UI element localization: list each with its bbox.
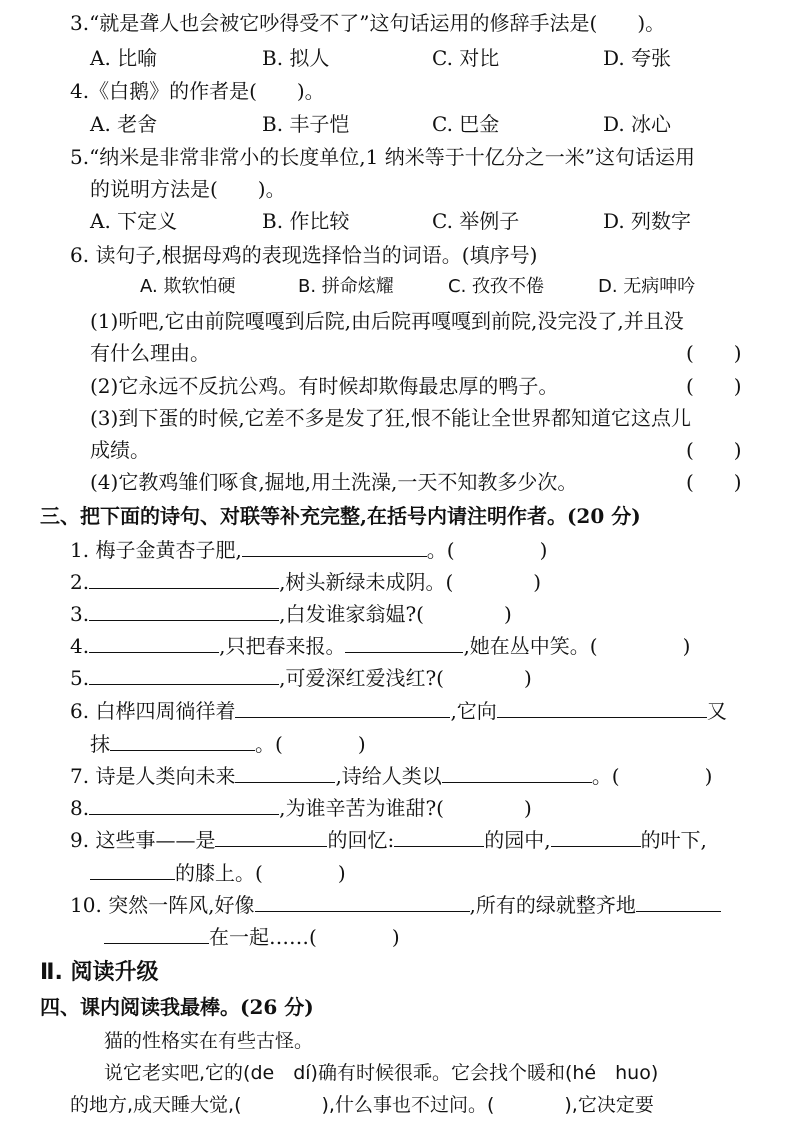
q6-sentence2: (2)它永远不反抗公鸡。有时候却欺侮最忠厚的鸭子。 [90, 374, 559, 398]
q6-answer2[interactable]: ( ) [686, 374, 742, 398]
para3-text-3: ),它决定要 [564, 1094, 654, 1116]
poem-1-close: ) [539, 538, 548, 562]
poem-3-num: 3. [70, 602, 90, 626]
poem-9-blank-2[interactable] [394, 826, 484, 847]
q6-choice-a: A. 欺软怕硬 [140, 276, 236, 297]
q6-choice-c: C. 孜孜不倦 [448, 276, 545, 297]
reading-section-title: Ⅱ. 阅读升级 [40, 960, 159, 985]
poem-4-num: 4. [70, 634, 90, 658]
poem-item-1 [70, 536, 547, 563]
poem-10-blank-1[interactable] [255, 891, 470, 912]
q6-answer1[interactable]: ( ) [686, 341, 742, 365]
poem-8-close: ) [523, 796, 532, 820]
poem-9-blank-3[interactable] [551, 826, 641, 847]
section4-title: 四、课内阅读我最棒。(26 分) [40, 995, 314, 1019]
poem-9-blank-1[interactable] [215, 826, 327, 847]
poem-6-blank-1[interactable] [235, 697, 450, 718]
poem-6-open: 。( [255, 732, 283, 756]
q5-stem-line1: 5.“纳米是非常非常小的长度单位,1 纳米等于十亿分之一米”这句话运用 [70, 145, 695, 169]
q6-stem: 6. 读句子,根据母鸡的表现选择恰当的词语。(填序号) [70, 243, 538, 267]
poem-5-blank[interactable] [89, 664, 279, 685]
poem-item-7 [70, 762, 712, 789]
poem-10-text-3: 在一起……( [209, 925, 317, 949]
poem-4-blank-1[interactable] [89, 632, 219, 653]
poem-8-blank[interactable] [89, 794, 279, 815]
poem-5-text: ,可爱深红爱浅红?( [279, 666, 444, 690]
q4-stem: 4.《白鹅》的作者是( )。 [70, 79, 325, 103]
q6-sentence1-line1: (1)听吧,它由前院嘎嘎到后院,由后院再嘎嘎到前院,没完没了,并且没 [90, 309, 684, 333]
q6-answer3[interactable]: ( ) [686, 438, 742, 462]
section3-title: 三、把下面的诗句、对联等补充完整,在括号内请注明作者。(20 分) [40, 504, 641, 528]
poem-6-blank-2[interactable] [497, 697, 707, 718]
q4-option-d[interactable]: D. 冰心 [603, 112, 672, 136]
poem-3-close: ) [503, 602, 512, 626]
q3-option-d[interactable]: D. 夸张 [603, 46, 672, 70]
q6-answer4[interactable]: ( ) [686, 470, 742, 494]
poem-5-close: ) [523, 666, 532, 690]
poem-1-open: 。( [426, 538, 455, 562]
poem-2-text: ,树头新绿未成阴。( [279, 570, 454, 594]
poem-item-10-line2 [104, 923, 400, 950]
poem-9-text-2: 的回忆: [327, 828, 395, 852]
poem-5-num: 5. [70, 666, 90, 690]
q5-option-d[interactable]: D. 列数字 [603, 209, 692, 233]
poem-6-close: ) [357, 732, 366, 756]
para2-text-1: 说它老实吧,它的( [104, 1062, 251, 1084]
poem-2-num: 2. [70, 570, 90, 594]
q3-option-b[interactable]: B. 拟人 [262, 46, 330, 70]
poem-6-text-4: 抹 [90, 732, 110, 756]
pinyin-choice-de[interactable]: de dí [250, 1062, 311, 1084]
poem-4-blank-2[interactable] [345, 632, 463, 653]
poem-7-text-2: ,诗给人类以 [335, 764, 442, 788]
poem-1-blank[interactable] [242, 536, 427, 557]
poem-7-blank-1[interactable] [235, 762, 335, 783]
para2-text-2: )确有时候很乖。它会找个暖和( [310, 1062, 573, 1084]
poem-item-9-line2 [90, 859, 346, 886]
q6-sentence3-line1: (3)到下蛋的时候,它差不多是发了狂,恨不能让全世界都知道它这点儿 [90, 406, 692, 430]
poem-6-text-1: 6. 白桦四周徜徉着 [70, 699, 236, 723]
poem-10-blank-3[interactable] [104, 923, 209, 944]
poem-10-text-2: ,所有的绿就整齐地 [469, 893, 636, 917]
para3-text-2: ),什么事也不过问。( [321, 1094, 495, 1116]
poem-7-text-1: 7. 诗是人类向未来 [70, 764, 236, 788]
poem-4-close: ) [682, 634, 691, 658]
q5-stem-line2: 的说明方法是( )。 [90, 177, 286, 201]
poem-6-blank-3[interactable] [110, 730, 255, 751]
poem-6-text-3: 又 [706, 699, 727, 723]
poem-item-5 [70, 664, 532, 691]
poem-2-close: ) [533, 570, 542, 594]
q6-sentence4: (4)它教鸡雏们啄食,掘地,用土洗澡,一天不知教多少次。 [90, 470, 578, 494]
poem-item-10-line1 [70, 891, 721, 918]
poem-7-blank-2[interactable] [442, 762, 592, 783]
poem-3-blank[interactable] [89, 600, 279, 621]
q4-option-a[interactable]: A. 老舍 [90, 112, 158, 136]
poem-item-9-line1 [70, 826, 707, 853]
passage-para1: 猫的性格实在有些古怪。 [104, 1030, 314, 1052]
poem-item-2 [70, 568, 541, 595]
poem-7-open: 。( [591, 764, 620, 788]
poem-3-text: ,白发谁家翁媪?( [279, 602, 424, 626]
poem-6-text-2: ,它向 [450, 699, 497, 723]
q6-sentence3-line2: 成绩。 [90, 438, 150, 462]
q5-option-a[interactable]: A. 下定义 [90, 209, 178, 233]
poem-item-6-line2 [90, 730, 366, 757]
poem-4-text-2: ,她在丛中笑。( [463, 634, 598, 658]
q3-option-c[interactable]: C. 对比 [432, 46, 500, 70]
poem-9-text-1: 9. 这些事——是 [70, 828, 216, 852]
poem-9-text-3: 的园中, [484, 828, 551, 852]
passage-para2 [104, 1060, 658, 1086]
poem-9-text-4: 的叶下, [640, 828, 707, 852]
q3-option-a[interactable]: A. 比喻 [90, 46, 158, 70]
q3-stem: 3.“就是聋人也会被它吵得受不了”这句话运用的修辞手法是( )。 [70, 11, 666, 35]
poem-9-text-5: 的膝上。( [175, 861, 263, 885]
q6-choice-d: D. 无病呻吟 [598, 276, 696, 297]
poem-1-text: 1. 梅子金黄杏子肥, [70, 538, 242, 562]
q6-sentence1-line2: 有什么理由。 [90, 341, 210, 365]
poem-item-4 [70, 632, 690, 659]
poem-10-text-1: 10. 突然一阵风,好像 [70, 893, 255, 917]
poem-8-num: 8. [70, 796, 90, 820]
q6-choice-b: B. 拼命炫耀 [298, 276, 394, 297]
poem-item-8 [70, 794, 532, 821]
poem-7-close: ) [704, 764, 713, 788]
poem-9-blank-4[interactable] [90, 859, 175, 880]
para3-text-1: 的地方,成天睡大觉,( [70, 1094, 242, 1116]
q4-option-c[interactable]: C. 巴金 [432, 112, 500, 136]
q5-option-b[interactable]: B. 作比较 [262, 209, 350, 233]
passage-para3 [70, 1092, 654, 1118]
poem-8-text: ,为谁辛苦为谁甜?( [279, 796, 444, 820]
poem-item-3 [70, 600, 512, 627]
para2-close: ) [650, 1062, 659, 1084]
poem-10-blank-2[interactable] [636, 891, 721, 912]
poem-4-text-1: ,只把春来报。 [219, 634, 346, 658]
poem-item-6-line1 [70, 697, 727, 724]
poem-9-close: ) [337, 861, 346, 885]
q4-option-b[interactable]: B. 丰子恺 [262, 112, 350, 136]
poem-10-close: ) [391, 925, 400, 949]
q5-option-c[interactable]: C. 举例子 [432, 209, 520, 233]
poem-2-blank[interactable] [89, 568, 279, 589]
pinyin-choice-he[interactable]: hé huo [572, 1062, 651, 1084]
